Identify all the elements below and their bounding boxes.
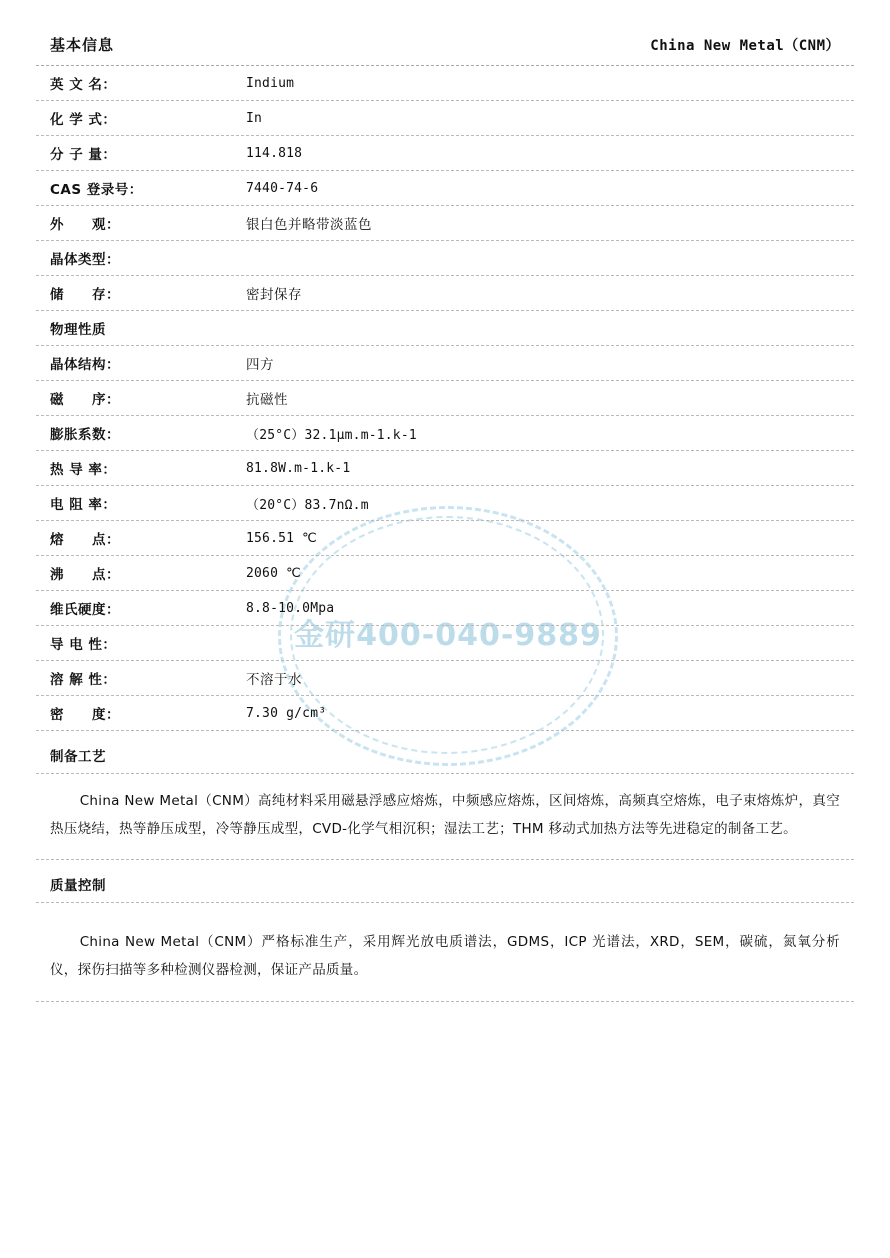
row-label: 晶体结构： [50, 357, 120, 373]
section-title: 物理性质 [50, 322, 106, 338]
row-label: 分 子 量： [50, 147, 117, 163]
table-row [36, 696, 854, 730]
row-label: 沸 点： [50, 567, 120, 583]
row-value: 抗磁性 [246, 392, 288, 408]
document-header [36, 28, 854, 65]
table-row [36, 521, 854, 555]
table-row [36, 451, 854, 485]
table-row [36, 346, 854, 380]
table-row [36, 206, 854, 240]
process-paragraph: China New Metal（CNM）高纯材料采用磁悬浮感应熔炼，中频感应熔炼，区间熔炼，高频真空熔炼，电子束熔炼炉，真空热压烧结，热等静压成型，冷等静压成型，CVD-化学气相沉积；湿法工艺；THM 移动式加热方法等先进稳定的制备工艺。 [50, 793, 840, 837]
row-label: 化 学 式： [50, 112, 117, 128]
row-value: 81.8W.m-1.k-1 [246, 460, 351, 476]
row-value: 银白色并略带淡蓝色 [246, 217, 372, 233]
table-row [36, 136, 854, 170]
row-label: CAS 登录号： [50, 182, 143, 198]
row-value: In [246, 110, 263, 126]
row-label: 晶体类型： [50, 252, 120, 268]
basic-info-table [36, 66, 854, 1002]
row-value: 不溶于水 [246, 672, 302, 688]
row-label: 电 阻 率： [50, 497, 117, 513]
company-name: China New Metal（CNM） [650, 38, 840, 54]
row-value: 8.8-10.0Mpa [246, 600, 335, 616]
row-label: 密 度： [50, 707, 120, 723]
row-value: （20°C）83.7nΩ.m [246, 497, 369, 513]
table-row [36, 381, 854, 415]
table-row [36, 591, 854, 625]
row-label: 英 文 名： [50, 77, 117, 93]
section-title-quality: 质量控制 [50, 878, 106, 895]
section-header-physical [36, 311, 854, 345]
row-value: Indium [246, 75, 295, 91]
section-title-process: 制备工艺 [50, 749, 106, 765]
row-value: 156.51 ℃ [246, 530, 317, 546]
table-row [36, 276, 854, 310]
table-row [36, 101, 854, 135]
table-row [36, 556, 854, 590]
row-value: 7440-74-6 [246, 180, 319, 196]
row-label: 膨胀系数： [50, 427, 120, 443]
row-value: （25°C）32.1μm.m-1.k-1 [246, 427, 417, 443]
row-value: 四方 [246, 357, 274, 373]
table-row [36, 416, 854, 450]
table-row [36, 661, 854, 695]
row-label: 外 观： [50, 217, 120, 233]
table-row [36, 486, 854, 520]
quality-paragraph: China New Metal（CNM）严格标准生产，采用辉光放电质谱法，GDMS，ICP 光谱法，XRD，SEM，碳硫，氮氧分析仪，探伤扫描等多种检测仪器检测，保证产品质量。 [50, 934, 840, 979]
table-row [36, 241, 854, 275]
row-divider [36, 1001, 854, 1002]
row-label: 热 导 率： [50, 462, 117, 478]
row-value: 2060 ℃ [246, 565, 301, 581]
row-value: 密封保存 [246, 287, 302, 303]
row-label: 熔 点： [50, 532, 120, 548]
row-label: 溶 解 性： [50, 672, 117, 688]
row-label: 磁 序： [50, 392, 120, 408]
row-value: 7.30 g/cm³ [246, 705, 327, 721]
page-title: 基本信息 [50, 36, 115, 54]
table-row [36, 626, 854, 660]
row-label: 储 存： [50, 287, 120, 303]
row-label: 导 电 性： [50, 637, 117, 653]
table-row [36, 171, 854, 205]
row-label: 维氏硬度： [50, 602, 120, 618]
watermark-text: 金研400-040-9889 [294, 618, 602, 653]
table-row [36, 66, 854, 100]
row-value: 114.818 [246, 145, 303, 161]
